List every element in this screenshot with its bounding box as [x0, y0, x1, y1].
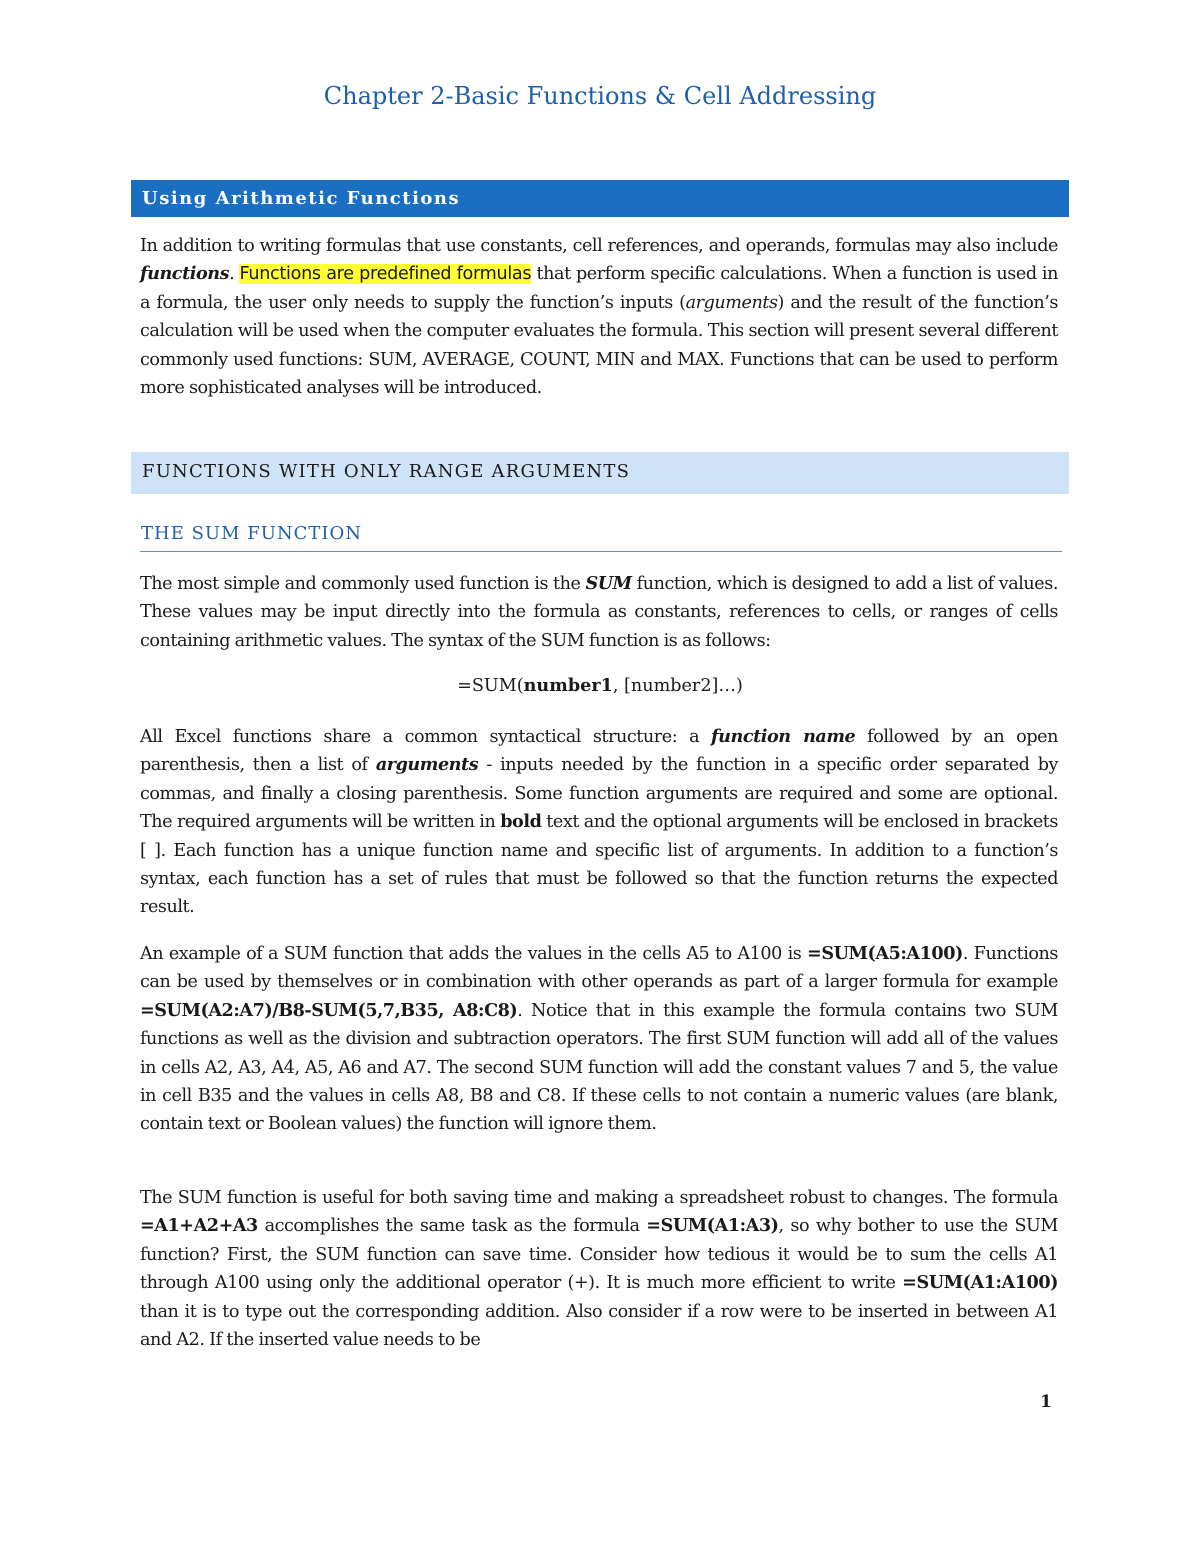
- sum-term: SUM: [585, 573, 632, 594]
- example-formula-1: =SUM(A5:A100): [807, 943, 963, 964]
- bold-word: bold: [500, 811, 542, 833]
- example-paragraph: An example of a SUM function that adds the values in the cells A5 to A100 is =SUM(A5:A100). Functions can be used by themselves or in combination with other operands as part of a larger formula for example =SUM(A2:A7)/B8-SUM(5,7,B35, A8:C8). Notice that in this example the formula contains two SUM functions as well as the division and subtraction operators. The first SUM function will add all of the values in cells A2, A3, A4, A5, A6 and A7. The second SUM function will add the constant values 7 and 5, the value in cell B35 and the values in cells A8, B8 and C8. If these cells to not contain a numeric values (are blank, contain text or Boolean values) the function will ignore them.: [140, 943, 1059, 1135]
- required-argument: number1: [523, 675, 613, 696]
- arguments-term: arguments: [685, 292, 778, 313]
- structure-paragraph: All Excel functions share a common syntactical structure: a function name followed by an open parenthesis, then a list of arguments - inputs needed by the function in a specific order separated by commas, and finally a closing parenthesis. Some function arguments are required and some are optional. The required arguments will be written in bold text and the optional arguments will be enclosed in brackets [ ]. Each function has a unique function name and specific list of arguments. In addition to a function’s syntax, each function has a set of rules that must be followed so that the function returns the expected result.: [140, 726, 1058, 918]
- subsection-heading-bar: [131, 452, 1069, 494]
- chapter-title: Chapter 2-Basic Functions & Cell Addressing: [323, 82, 877, 110]
- subsection-heading: FUNCTIONS WITH ONLY RANGE ARGUMENTS: [142, 461, 631, 482]
- heading-underline: [140, 551, 1062, 552]
- formula-sum-a1-a3: =SUM(A1:A3): [646, 1215, 779, 1237]
- function-name-term: function name: [711, 726, 856, 747]
- sum-intro-paragraph: The most simple and commonly used function is the SUM function, which is designed to add a list of values. These values may be input directly into the formula as constants, references to cells, or ranges of cells containing arithmetic values. The syntax of the SUM function is as follows:: [140, 573, 1058, 651]
- section-heading: Using Arithmetic Functions: [142, 188, 461, 209]
- sum-syntax: =SUM(number1, [number2]…): [457, 675, 743, 696]
- intro-paragraph: In addition to writing formulas that use constants, cell references, and operands, formulas may also include functions. Functions are predefined formulas that perform specific calculations. When a function is used in a formula, the user only needs to supply the function’s inputs (arguments) and the result of the function’s calculation will be used when the computer evaluates the formula. This section will present several different commonly used functions: SUM, AVERAGE, COUNT, MIN and MAX. Functions that can be used to perform more sophisticated analyses will be introduced.: [140, 236, 1058, 399]
- section-heading-bar: [131, 180, 1069, 217]
- arguments-term-bold: arguments: [375, 754, 479, 776]
- sum-function-heading: THE SUM FUNCTION: [141, 523, 363, 544]
- formula-sum-a1-a100: =SUM(A1:A100): [902, 1272, 1058, 1294]
- example-formula-2: =SUM(A2:A7)/B8-SUM(5,7,B35, A8:C8): [140, 999, 518, 1021]
- functions-term: functions: [140, 263, 230, 285]
- formula-a1-a2-a3: =A1+A2+A3: [140, 1215, 258, 1237]
- useful-paragraph: The SUM function is useful for both saving time and making a spreadsheet robust to changes. The formula =A1+A2+A3 accomplishes the same task as the formula =SUM(A1:A3), so why bother to use the SUM function? First, the SUM function can save time. Consider how tedious it would be to sum the cells A1 through A100 using only the additional operator (+). It is much more efficient to write =SUM(A1:A100) than it is to type out the corresponding addition. Also consider if a row were to be inserted in between A1 and A2. If the inserted value needs to be: [140, 1188, 1058, 1351]
- highlighted-definition: Functions are predefined formulas: [239, 264, 532, 285]
- page-number: 1: [1040, 1392, 1052, 1412]
